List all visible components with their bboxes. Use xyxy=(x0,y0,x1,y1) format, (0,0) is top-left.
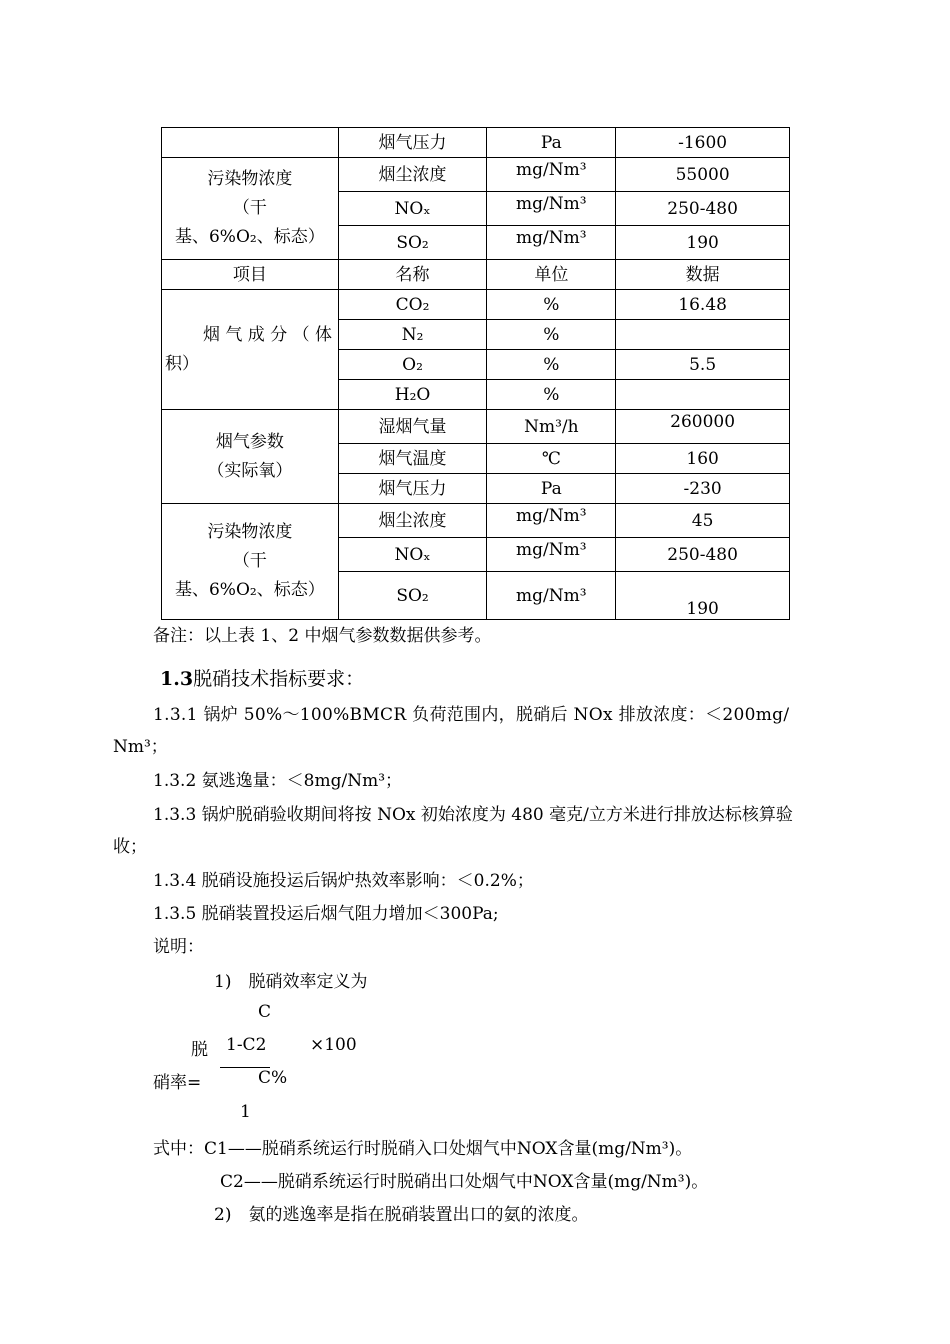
table-cell: 16.48 xyxy=(616,290,790,320)
value-text: 190 xyxy=(686,599,719,619)
table-cell: 250-480 xyxy=(616,538,790,572)
group-label-line: 污染物浓度 xyxy=(207,522,293,542)
flue-gas-table xyxy=(161,127,790,620)
table-cell: H₂O xyxy=(338,380,487,410)
spec-item-cont: 收； xyxy=(113,837,147,857)
group-label-line: 基、6%O₂、标态） xyxy=(174,227,325,247)
table-cell: 45 xyxy=(616,504,790,538)
unit-text: mg/Nm³ xyxy=(516,227,587,248)
table-cell: 烟气压力 xyxy=(338,474,487,504)
explain-2: 2) 氨的逃逸率是指在脱硝装置出口的氨的浓度。 xyxy=(214,1205,589,1225)
group-label-line: （实际氧） xyxy=(207,460,293,481)
table-cell: 烟尘浓度 xyxy=(338,158,487,192)
table-cell: 190 xyxy=(616,226,790,260)
spec-item: 1.3.5 脱硝装置投运后烟气阻力增加＜300Pa; xyxy=(153,904,499,924)
table-cell xyxy=(487,226,616,260)
table-cell xyxy=(616,320,790,350)
table-cell: 湿烟气量 xyxy=(338,410,487,444)
table-cell xyxy=(487,192,616,226)
explain-label: 说明： xyxy=(153,937,204,957)
table-cell: % xyxy=(487,380,616,410)
table-cell xyxy=(616,410,790,444)
table-cell: 160 xyxy=(616,444,790,474)
table-cell: 250-480 xyxy=(616,192,790,226)
table-row xyxy=(162,290,790,320)
heading-number: 1.3 xyxy=(160,668,194,690)
group-label-line: 烟 气 成 分 （ 体 xyxy=(203,324,333,345)
formula-times: ×100 xyxy=(310,1035,357,1055)
formula-left2: 硝率= xyxy=(153,1073,202,1093)
table-cell xyxy=(487,158,616,192)
definition-c2: C2——脱硝系统运行时脱硝出口处烟气中NOX含量(mg/Nm³)。 xyxy=(220,1172,709,1192)
group-label-line: 积） xyxy=(165,353,199,374)
group-label-line: 污染物浓度 xyxy=(207,169,293,189)
table-cell: % xyxy=(487,290,616,320)
section-heading xyxy=(160,664,364,691)
table-row xyxy=(162,504,790,538)
table-cell: SO₂ xyxy=(338,226,487,260)
table-cell: 5.5 xyxy=(616,350,790,380)
table-cell: 烟气温度 xyxy=(338,444,487,474)
spec-item: 1.3.1 锅炉 50%～100%BMCR 负荷范围内，脱硝后 NOx 排放浓度：＜200mg/ xyxy=(153,705,790,725)
table-row xyxy=(162,128,790,158)
table-cell: CO₂ xyxy=(338,290,487,320)
group-label-composition xyxy=(162,290,339,410)
group-label-line: （干 xyxy=(232,198,267,218)
formula-numerator: 1-C2 xyxy=(226,1035,267,1055)
unit-text: mg/Nm³ xyxy=(516,539,587,560)
table-note: 备注：以上表 1、2 中烟气参数数据供参考。 xyxy=(153,626,492,646)
table-cell: 烟气压力 xyxy=(338,128,487,158)
table-cell: % xyxy=(487,350,616,380)
table-cell: mg/Nm³ xyxy=(487,572,616,620)
table-cell: NOₓ xyxy=(338,538,487,572)
value-text: 260000 xyxy=(670,411,736,432)
table-cell: O₂ xyxy=(338,350,487,380)
header-cell: 名称 xyxy=(338,260,487,290)
table-cell: 烟尘浓度 xyxy=(338,504,487,538)
formula-c: C xyxy=(258,1002,272,1022)
spec-item: 1.3.4 脱硝设施投运后锅炉热效率影响：＜0.2%； xyxy=(153,871,534,891)
group-label-params xyxy=(162,410,339,504)
group-label-line: （干 xyxy=(232,551,267,571)
table-cell xyxy=(616,380,790,410)
spec-item: 1.3.3 锅炉脱硝验收期间将按 NOx 初始浓度为 480 毫克/立方米进行排放达标核算验 xyxy=(153,805,793,825)
unit-text: mg/Nm³ xyxy=(516,193,587,214)
table-cell: SO₂ xyxy=(338,572,487,620)
table-cell: -230 xyxy=(616,474,790,504)
table-cell: % xyxy=(487,320,616,350)
definition-c1: 式中：C1——脱硝系统运行时脱硝入口处烟气中NOX含量(mg/Nm³)。 xyxy=(153,1139,693,1159)
table-cell: N₂ xyxy=(338,320,487,350)
spec-item: 1.3.2 氨逃逸量：＜8mg/Nm³； xyxy=(153,771,403,791)
heading-text: 脱硝技术指标要求： xyxy=(193,668,365,690)
table-row xyxy=(162,410,790,444)
table-cell: Nm³/h xyxy=(487,410,616,444)
formula-left1: 脱 xyxy=(191,1040,208,1060)
table-header-row xyxy=(162,260,790,290)
table-cell: ℃ xyxy=(487,444,616,474)
unit-text: mg/Nm³ xyxy=(516,159,587,180)
group-label-pollutant xyxy=(162,158,339,260)
table-cell: Pa xyxy=(487,128,616,158)
table-row xyxy=(162,158,790,192)
table-cell xyxy=(616,572,790,620)
formula-denominator: C% xyxy=(258,1068,288,1088)
table-cell: Pa xyxy=(487,474,616,504)
table-cell: -1600 xyxy=(616,128,790,158)
group-label-line: 基、6%O₂、标态） xyxy=(174,580,325,600)
group-label-pollutant xyxy=(162,504,339,620)
unit-text: mg/Nm³ xyxy=(516,505,587,526)
header-cell: 数据 xyxy=(616,260,790,290)
formula-one: 1 xyxy=(240,1102,251,1122)
table-cell xyxy=(487,504,616,538)
group-label-line: 烟气参数 xyxy=(215,431,284,452)
table-cell xyxy=(162,128,339,158)
table-cell xyxy=(487,538,616,572)
explain-1: 1) 脱硝效率定义为 xyxy=(214,972,368,992)
header-cell: 项目 xyxy=(162,260,339,290)
table-cell: 55000 xyxy=(616,158,790,192)
header-cell: 单位 xyxy=(487,260,616,290)
table-cell: NOₓ xyxy=(338,192,487,226)
spec-item-cont: Nm³； xyxy=(113,737,168,757)
